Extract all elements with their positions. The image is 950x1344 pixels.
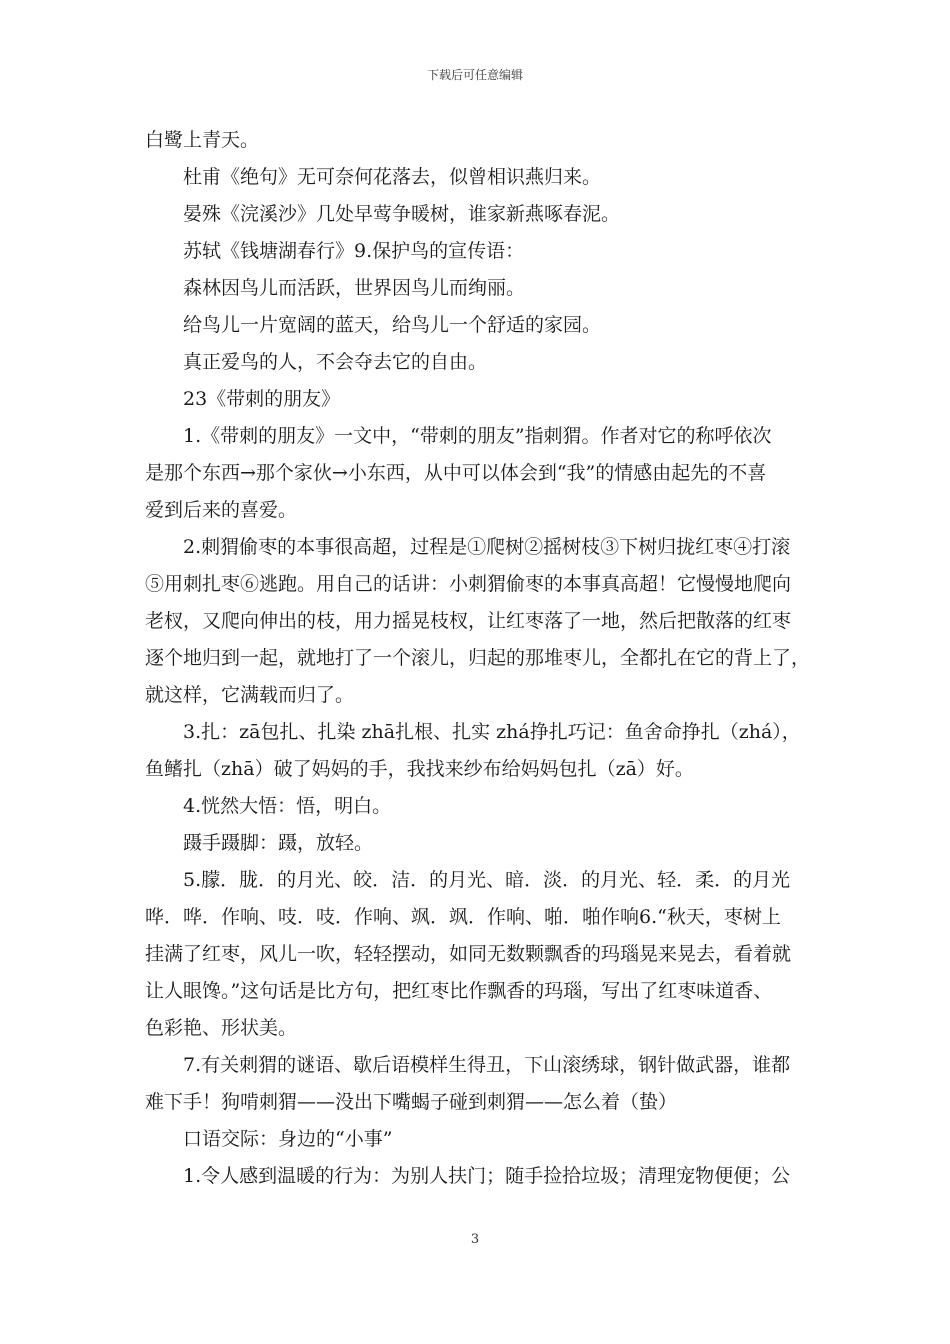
text-line: 鱼鳍扎（zhā）破了妈妈的手，我找来纱布给妈妈包扎（zā）好。 <box>145 758 694 780</box>
text-line: 哗．哗．作响、吱．吱．作响、飒．飒．作响、啪．啪作响6.“秋天，枣树上 <box>145 906 781 928</box>
text-line: 给鸟儿一片宽阔的蓝天，给鸟儿一个舒适的家园。 <box>183 314 602 336</box>
text-line: 蹑手蹑脚：蹑，放轻。 <box>183 832 374 854</box>
text-line: 口语交际：身边的“小事” <box>183 1128 393 1150</box>
text-line: 色彩艳、形状美。 <box>145 1017 298 1039</box>
page-header: 下载后可任意编辑 <box>426 68 523 82</box>
text-line: 4.恍然大悟：悟，明白。 <box>183 795 392 817</box>
text-line: 晏殊《浣溪沙》几处早莺争暖树，谁家新燕啄春泥。 <box>183 203 621 225</box>
text-line: 7.有关刺猬的谜语、歇后语模样生得丑，下山滚绣球，钢针做武器，谁都 <box>183 1054 791 1076</box>
text-line: 让人眼馋。”这句话是比方句，把红枣比作飘香的玛瑙，写出了红枣味道香、 <box>145 980 773 1002</box>
text-line: 杜甫《绝句》无可奈何花落去，似曾相识燕归来。 <box>183 166 602 188</box>
text-line: 逐个地归到一起，就地打了一个滚儿，归起的那堆枣儿，全都扎在它的背上了， <box>145 647 810 669</box>
text-line: 是那个东西→那个家伙→小东西，从中可以体会到“我”的情感由起先的不喜 <box>145 462 767 484</box>
text-line: 老杈，又爬向伸出的枝，用力摇晃枝杈，让红枣落了一地，然后把散落的红枣 <box>145 610 792 632</box>
page-number: 3 <box>470 1232 480 1247</box>
text-line: 森林因鸟儿而活跃，世界因鸟儿而绚丽。 <box>183 277 526 299</box>
text-line: 真正爱鸟的人，不会夺去它的自由。 <box>183 351 488 373</box>
text-line: 5.朦．胧．的月光、皎．洁．的月光、暗．淡．的月光、轻．柔．的月光 <box>183 869 791 891</box>
text-line: 23《带刺的朋友》 <box>183 388 341 410</box>
text-line: 苏轼《钱塘湖春行》9.保护鸟的宣传语： <box>183 240 525 262</box>
text-line: 挂满了红枣，风儿一吹，轻轻摆动，如同无数颗飘香的玛瑙晃来晃去，看着就 <box>145 943 792 965</box>
text-line: 难下手！狗啃刺猬——没出下嘴蝎子碰到刺猬——怎么着（蛰） <box>145 1091 678 1113</box>
text-line: 3.扎：zā包扎、扎染 zhā扎根、扎实 zhá挣扎巧记：鱼舍命挣扎（zhá）， <box>183 721 801 743</box>
text-line: 1.《带刺的朋友》一文中，“带刺的朋友”指刺猬。作者对它的称呼依次 <box>183 425 772 447</box>
text-line: 爱到后来的喜爱。 <box>145 499 298 521</box>
text-line: 1.令人感到温暖的行为：为别人扶门；随手捡拾垃圾；清理宠物便便；公 <box>183 1165 791 1187</box>
text-line: 白鹭上青天。 <box>145 129 260 151</box>
text-line: ⑤用刺扎枣⑥逃跑。用自己的话讲：小刺猬偷枣的本事真高超！它慢慢地爬向 <box>145 573 792 595</box>
text-line: 就这样，它满载而归了。 <box>145 684 355 706</box>
text-line: 2.刺猬偷枣的本事很高超，过程是①爬树②摇树枝③下树归拢红枣④打滚 <box>183 536 791 558</box>
document-body <box>145 122 810 1195</box>
